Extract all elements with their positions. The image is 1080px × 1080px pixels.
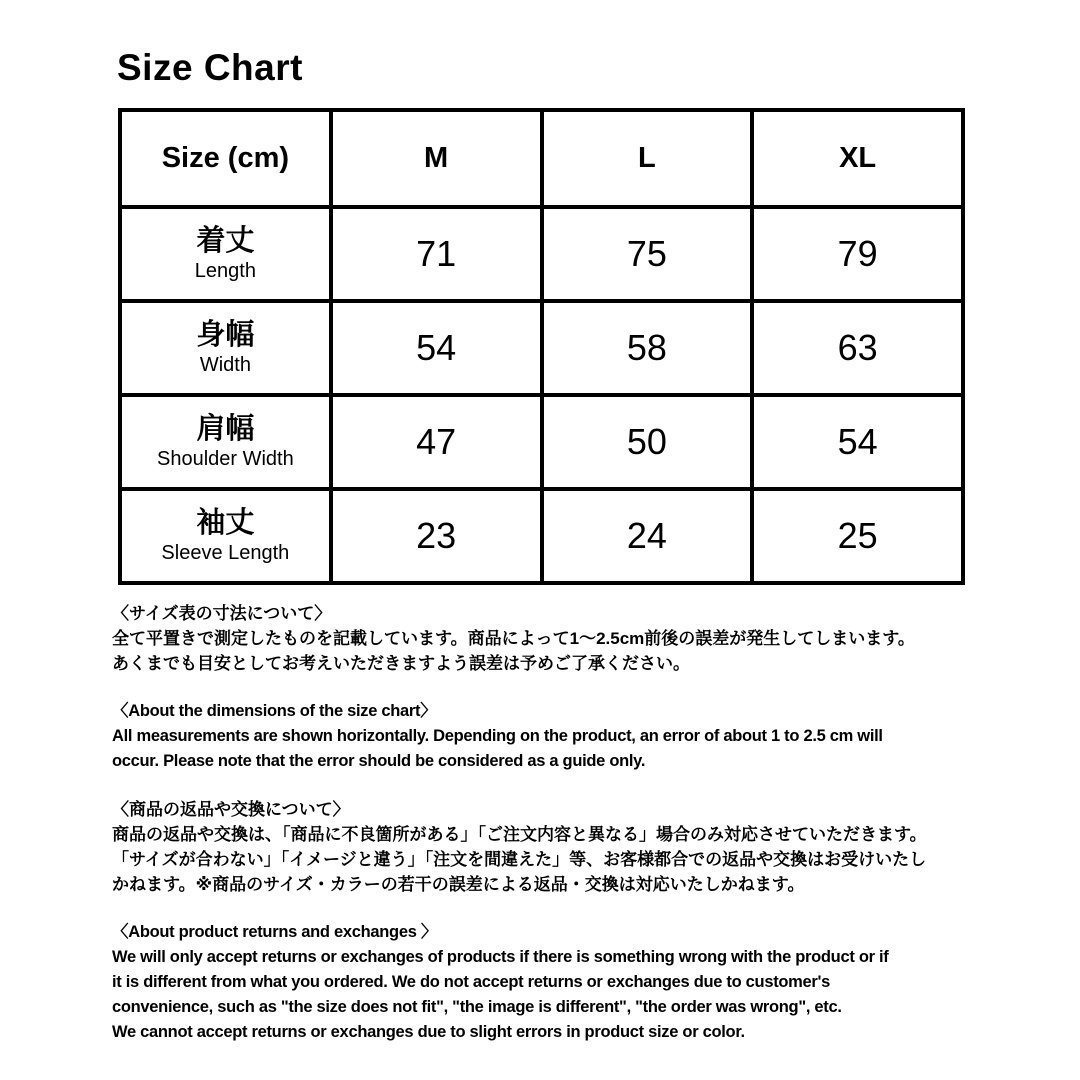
note-en-size-line: occur. Please note that the error should be considered as a guide only.: [112, 752, 646, 770]
header-size-cm: Size (cm): [120, 110, 331, 207]
note-jp-size-heading: 〈サイズ表の寸法について〉: [112, 604, 332, 623]
row-label-shoulder-width: [120, 395, 331, 489]
header-size-l: L: [542, 110, 753, 207]
row-label-sleeve-length-en: Sleeve Length: [161, 542, 290, 564]
row-label-width-jp: 身幅: [196, 319, 255, 351]
note-en-returns-line: convenience, such as "the size does not fit", "the image is different", "the order was wrong", etc.: [112, 998, 842, 1016]
table-row-sleeve-length: [120, 489, 963, 583]
row-label-length: [120, 207, 331, 301]
value-sleeve-length-xl: 25: [752, 489, 963, 583]
value-shoulder-width-m: 47: [331, 395, 542, 489]
value-length-m: 71: [331, 207, 542, 301]
table-row-shoulder-width: [120, 395, 963, 489]
size-table: [118, 108, 965, 585]
note-jp-returns-line: 「サイズが合わない」「イメージと違う」「注文を間違えた」等、お客様都合での返品や交換はお受けいたし: [112, 850, 927, 869]
note-jp-returns-line: 商品の返品や交換は、「商品に不良箇所がある」「ご注文内容と異なる」場合のみ対応させていただきます。: [112, 825, 927, 844]
note-jp-size-line: あくまでも目安としてお考えいただきますよう誤差は予めご了承ください。: [112, 654, 690, 673]
value-length-xl: 79: [752, 207, 963, 301]
value-length-l: 75: [542, 207, 753, 301]
value-shoulder-width-l: 50: [542, 395, 753, 489]
note-jp-returns-line: かねます。※商品のサイズ・カラーの若干の誤差による返品・交換は対応いたしかねます。: [112, 875, 805, 894]
note-en-returns-line: We cannot accept returns or exchanges due to slight errors in product size or color.: [112, 1023, 745, 1041]
row-label-length-en: Length: [194, 260, 256, 282]
note-en-returns-line: it is different from what you ordered. We do not accept returns or exchanges due to customer's: [112, 973, 831, 991]
header-size-m: M: [331, 110, 542, 207]
table-row-width: [120, 301, 963, 395]
page-title: Size Chart: [117, 47, 303, 88]
note-en-returns: [112, 920, 984, 1045]
table-header-row: [120, 110, 963, 207]
value-width-m: 54: [331, 301, 542, 395]
note-en-size-dimensions: [112, 699, 984, 774]
note-en-size-line: All measurements are shown horizontally. Depending on the product, an error of about 1 to 2.5 cm will: [112, 727, 883, 745]
note-en-returns-heading: 〈About product returns and exchanges 〉: [112, 923, 438, 941]
row-label-shoulder-width-jp: 肩幅: [196, 413, 255, 445]
value-width-xl: 63: [752, 301, 963, 395]
notes-area: [112, 601, 984, 1068]
row-label-length-jp: 着丈: [196, 225, 255, 257]
row-label-sleeve-length-jp: 袖丈: [196, 507, 255, 539]
note-jp-returns-heading: 〈商品の返品や交換について〉: [112, 800, 350, 819]
row-label-shoulder-width-en: Shoulder Width: [157, 448, 294, 470]
note-en-size-heading: 〈About the dimensions of the size chart〉: [112, 702, 437, 720]
note-jp-size-dimensions: [112, 601, 984, 676]
header-size-xl: XL: [752, 110, 963, 207]
note-jp-size-line: 全て平置きで測定したものを記載しています。商品によって1〜2.5cm前後の誤差が発生してしまいます。: [112, 629, 915, 648]
note-jp-returns: [112, 797, 984, 897]
row-label-width: [120, 301, 331, 395]
value-sleeve-length-l: 24: [542, 489, 753, 583]
row-label-width-en: Width: [199, 354, 251, 376]
value-width-l: 58: [542, 301, 753, 395]
value-shoulder-width-xl: 54: [752, 395, 963, 489]
row-label-sleeve-length: [120, 489, 331, 583]
note-en-returns-line: We will only accept returns or exchanges of products if there is something wrong with the product or if: [112, 948, 889, 966]
table-row-length: [120, 207, 963, 301]
value-sleeve-length-m: 23: [331, 489, 542, 583]
